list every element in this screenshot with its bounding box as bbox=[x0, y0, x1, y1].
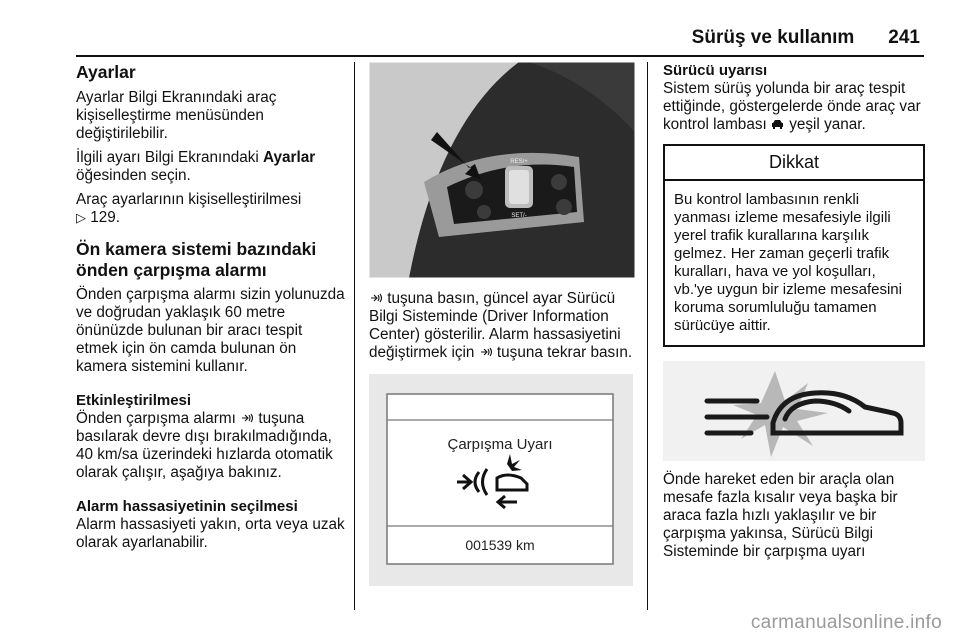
paragraph-press-button bbox=[369, 290, 635, 362]
heading-surucu-uyarisi: Sürücü uyarısı bbox=[663, 62, 768, 79]
paragraph-ayarlar-select bbox=[76, 149, 346, 185]
column-1 bbox=[76, 62, 346, 558]
heading-on-kamera: Ön kamera sistemi bazındaki önden çarpışma alarmı bbox=[76, 239, 317, 280]
text: Araç ayarlarının kişiselleştirilmesi bbox=[76, 191, 302, 208]
forward-collision-icon bbox=[240, 410, 254, 428]
forward-collision-icon bbox=[479, 344, 493, 362]
text: öğesinden seçin. bbox=[76, 167, 191, 184]
column-divider-2 bbox=[647, 62, 648, 610]
text: Önden çarpışma alarmı bbox=[76, 410, 241, 427]
text: yeşil yanar. bbox=[784, 116, 866, 133]
driver-info-display-image bbox=[369, 374, 633, 586]
heading-alarm-hassasiyeti: Alarm hassasiyetinin seçilmesi bbox=[76, 498, 298, 515]
column-3 bbox=[663, 62, 925, 567]
wheel-button-set: SET/- bbox=[511, 213, 527, 219]
paragraph-alarm-hassasiyeti: Alarm hassasiyeti yakın, orta veya uzak olarak ayarlanabilir. bbox=[76, 516, 345, 551]
collision-warning-image bbox=[663, 361, 925, 461]
bold-term: Ayarlar bbox=[263, 149, 316, 166]
section-title: Sürüş ve kullanım bbox=[691, 27, 855, 48]
text: tuşuna basılarak devre dışı bırakılmadığında, 40 km/sa üzerindeki hızlarda otomatik olarak çalışır, aşağıya bakınız. bbox=[76, 410, 333, 481]
wheel-button-res: RES/+ bbox=[510, 159, 528, 165]
column-divider-1 bbox=[354, 62, 355, 610]
vehicle-ahead-icon bbox=[771, 116, 785, 134]
page-header bbox=[692, 27, 920, 49]
text: tuşuna tekrar basın. bbox=[492, 344, 633, 361]
paragraph-surucu-uyarisi bbox=[663, 80, 925, 134]
odometer: 001539 km bbox=[465, 537, 535, 553]
heading-ayarlar: Ayarlar bbox=[76, 62, 136, 82]
caution-box bbox=[663, 144, 925, 347]
caution-body: Bu kontrol lambasının renkli yanması izleme mesafesiyle ilgili yerel trafik kurallarına karşılık gelmez. Her zaman geçerli trafik kuralları, hava ve yol koşulları, vb.'ye uygun bir izleme mesafesini koruma sorumluluğu tamamen sürücüye aittir. bbox=[674, 191, 902, 334]
text: İlgili ayarı Bilgi Ekranındaki bbox=[76, 149, 264, 166]
page-ref-link[interactable]: 129. bbox=[90, 209, 121, 226]
page-number: 241 bbox=[888, 27, 920, 48]
ref-arrow-icon: ▷ bbox=[76, 210, 86, 225]
text: Sistem sürüş yolunda bir araç tespit ettiğinde, göstergelerde önde araç var kontrol lambası bbox=[663, 80, 921, 133]
forward-collision-icon bbox=[369, 290, 383, 308]
paragraph-etkinlestirilmesi bbox=[76, 410, 346, 482]
paragraph-ayarlar: Ayarlar Bilgi Ekranındaki araç kişiselleştirme menüsünden değiştirilebilir. bbox=[76, 89, 277, 142]
heading-etkinlestirilmesi: Etkinleştirilmesi bbox=[76, 392, 192, 409]
watermark: carmanualsonline.info bbox=[750, 612, 942, 633]
column-2 bbox=[369, 62, 635, 586]
display-title: Çarpışma Uyarı bbox=[447, 436, 553, 453]
paragraph-on-kamera: Önden çarpışma alarmı sizin yolunuzda ve doğrudan yaklaşık 60 metre önünüzde bulunan bir aracı tespit etmek için ön camda bulunan ön kamera sistemini kullanır. bbox=[76, 286, 345, 375]
header-rule bbox=[76, 55, 924, 57]
paragraph-collision-warning: Önde hareket eden bir araçla olan mesafe fazla kısalır veya başka bir araca fazla hızlı yaklaşılır ve bir çarpışma yakınsa, Sürücü Bilgi Sisteminde bir çarpışma uyarı bbox=[663, 471, 898, 560]
caution-title: Dikkat bbox=[665, 146, 923, 181]
text: tuşuna basın, güncel ayar Sürücü Bilgi Sisteminde (Driver Information Center) gösterilir. Alarm hassasiyetini değiştirmek için bbox=[369, 290, 621, 361]
steering-wheel-image bbox=[369, 62, 635, 278]
paragraph-reference bbox=[76, 191, 346, 227]
